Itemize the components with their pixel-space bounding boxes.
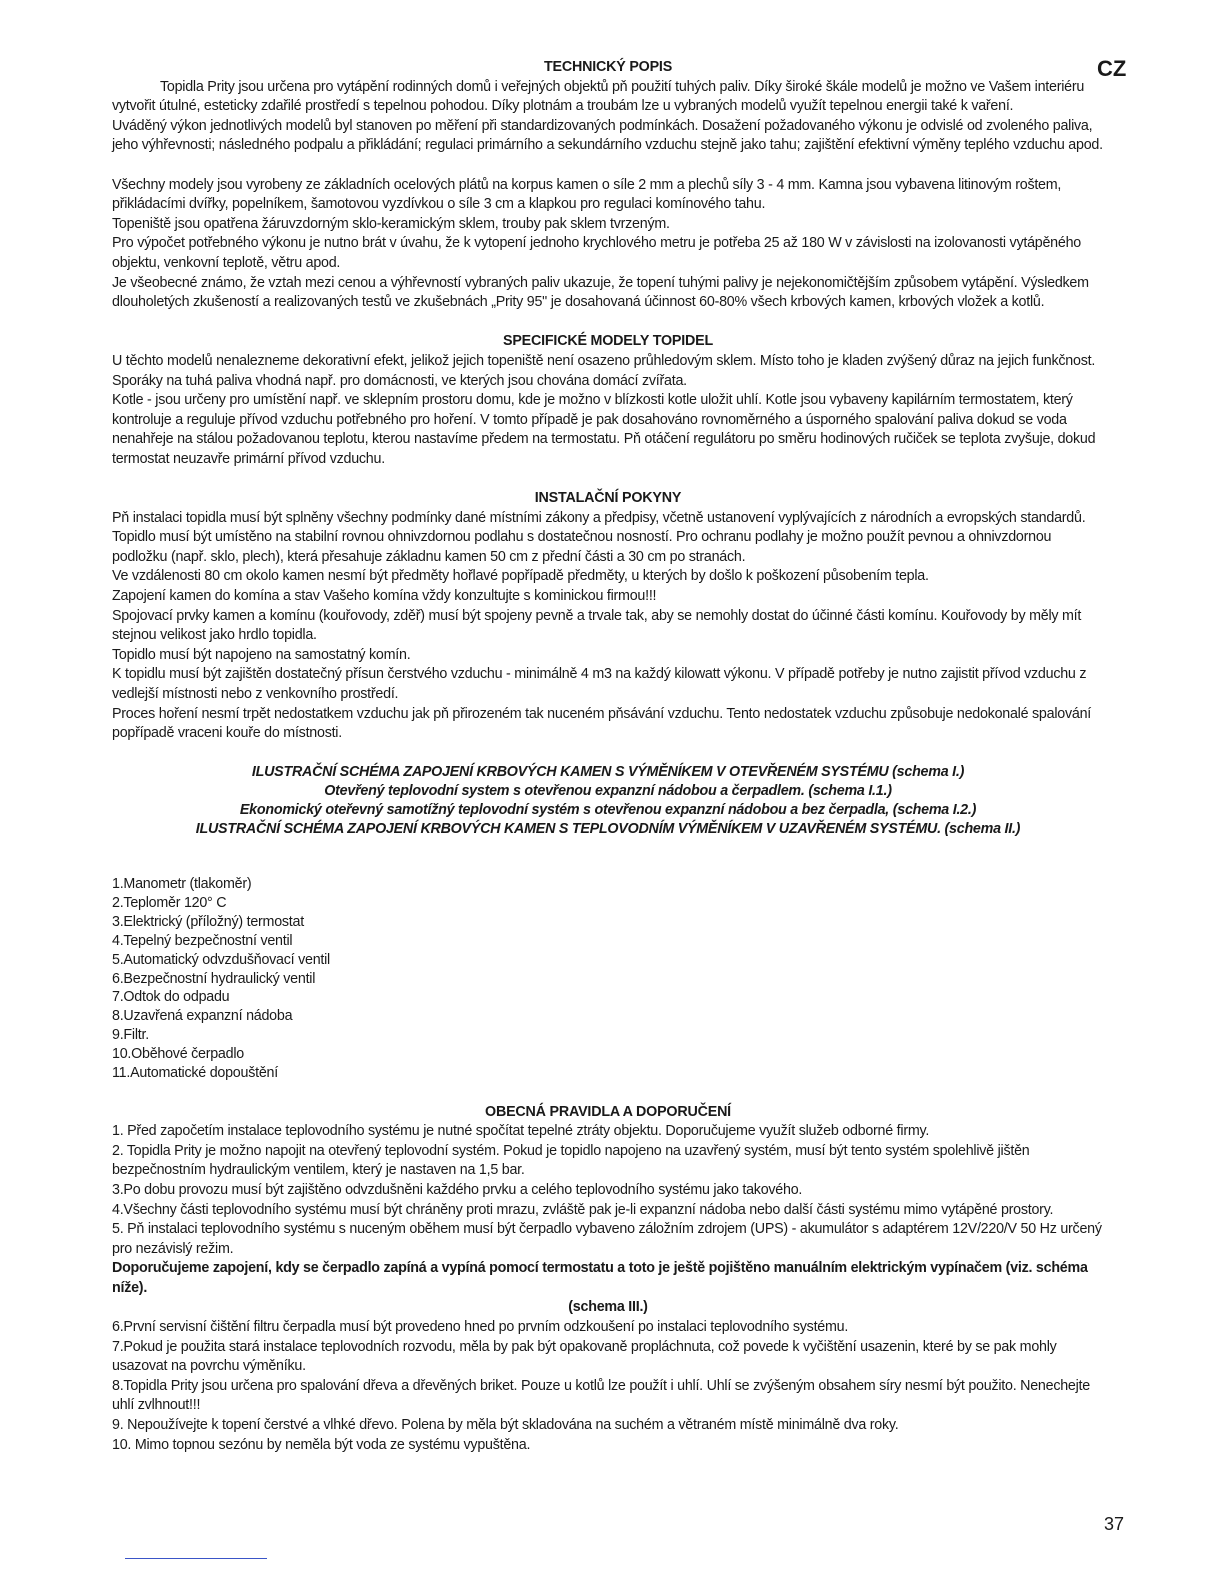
list-item: 4.Tepelný bezpečnostní ventil bbox=[112, 932, 293, 949]
list-item: 1.Manometr (tlakoměr) bbox=[112, 875, 252, 892]
list-item: 8.Uzavřená expanzní nádoba bbox=[112, 1008, 293, 1025]
list-item: 3.Elektrický (příložný) termostat bbox=[112, 913, 304, 930]
rule-item: 2. Topidla Prity je možno napojit na otevřený teplovodní systém. Pokud je topidlo napojeno na uzavřený systém, musí být tento systém spolehlivě jištěn bezpečnostním hydraulickým ventilem, který je nastaven na 1,5 bar. bbox=[112, 1142, 1030, 1179]
rule-item: 10. Mimo topnou sezónu by neměla být voda ze systému vypuštěna. bbox=[112, 1436, 531, 1453]
section-title-technicky-popis: TECHNICKÝ POPIS bbox=[543, 59, 673, 75]
list-item: 2.Teploměr 120° C bbox=[112, 894, 227, 911]
rule-item: 4.Všechny části teplovodního systému musí být chráněny proti mrazu, zvláště pak je-li expanzní nádoba nebo další části systému mimo vytápěné prostory. bbox=[112, 1201, 1054, 1218]
rule-item: 5. Pň instalaci teplovodního systému s nuceným oběhem musí být čerpadlo vybaveno záložním zdrojem (UPS) - akumulátor s adaptérem 12V/220/V 50 Hz určený pro nezávislý režim. bbox=[112, 1221, 1102, 1257]
component-list bbox=[112, 875, 1104, 1083]
list-item: 10.Oběhové čerpadlo bbox=[112, 1046, 244, 1063]
rule-item: 6.První servisní čištění filtru čerpadla musí být provedeno hned po prvním odzkoušení po instalaci teplovodního systému. bbox=[112, 1319, 849, 1336]
paragraph: K topidlu musí být zajištěn dostatečný přísun čerstvého vzduchu - minimálně 4 m3 na každý kilowatt výkonu. V případě potřeby je nutno zajistit přívod vzduchu z vedlejší místnosti nebo z venkovního prostředí. bbox=[112, 666, 1087, 702]
language-code: CZ bbox=[1097, 56, 1127, 81]
paragraph: Topidlo musí být napojeno na samostatný komín. bbox=[112, 646, 411, 663]
rule-item: 3.Po dobu provozu musí být zajištěno odvzdušněni každého prvku a celého teplovodního systému jako takového. bbox=[112, 1181, 803, 1198]
paragraph: Pň instalaci topidla musí být splněny všechny podmínky dané místními zákony a předpisy, včetně ustanovení vyplývajících z národních a evropských standardů. bbox=[112, 509, 1086, 526]
document-page bbox=[112, 58, 1104, 1455]
paragraph: Pro výpočet potřebného výkonu je nutno brát v úvahu, že k vytopení jednoho krychlového metru je potřeba 25 až 180 W v závislosti na izolovanosti vytápěného objektu, venkovní teplotě, větru apod. bbox=[112, 235, 1081, 271]
section-title-instalacni-pokyny: INSTALAČNÍ POKYNY bbox=[534, 490, 682, 507]
page-number: 37 bbox=[1104, 1514, 1125, 1534]
list-item: 9.Filtr. bbox=[112, 1027, 149, 1044]
rule-item: 1. Před započetím instalace teplovodního systému je nutné spočítat tepelné ztráty objektu. Doporučujeme využít služeb odborné firmy. bbox=[112, 1123, 930, 1140]
schema-title: ILUSTRAČNÍ SCHÉMA ZAPOJENÍ KRBOVÝCH KAMEN S TEPLOVODNÍM VÝMĚNÍKEM V UZAVŘENÉM SYSTÉMU. (schema II.) bbox=[195, 821, 1021, 838]
paragraph: Ve vzdálenosti 80 cm okolo kamen nesmí být předměty hořlavé popřípadě předměty, u kterých by došlo k poškození působením tepla. bbox=[112, 568, 929, 585]
schema-title: Ekonomický oteřevný samotížný teplovodní systém s otevřenou expanzní nádobou a bez čerpadla, (schema I.2.) bbox=[239, 802, 977, 819]
recommendation-note: Doporučujeme zapojení, kdy se čerpadlo zapíná a vypíná pomocí termostatu a toto je ještě pojištěno manuálním elektrickým vypínačem (viz. schéma níže). bbox=[112, 1260, 1088, 1296]
list-item: 11.Automatické dopouštění bbox=[112, 1065, 278, 1082]
paragraph: Sporáky na tuhá paliva vhodná např. pro domácnosti, ve kterých jsou chována domácí zvířata. bbox=[112, 372, 687, 389]
paragraph: Proces hoření nesmí trpět nedostatkem vzduchu jak pň přirozeném tak nuceném pňsávání vzduchu. Tento nedostatek vzduchu způsobuje nedokonalé spalování popřípadě vraceni kouře do místnosti. bbox=[112, 705, 1091, 742]
footnote-divider bbox=[125, 1558, 267, 1559]
schema-title: ILUSTRAČNÍ SCHÉMA ZAPOJENÍ KRBOVÝCH KAMEN S VÝMĚNÍKEM V OTEVŘENÉM SYSTÉMU (schema I.) bbox=[251, 764, 965, 781]
section-title-obecna-pravidla: OBECNÁ PRAVIDLA A DOPORUČENÍ bbox=[485, 1103, 731, 1120]
schema-title: Otevřený teplovodní system s otevřenou expanzní nádobou a čerpadlem. (schema I.1.) bbox=[324, 783, 892, 800]
rule-item: 9. Nepoužívejte k topení čerstvé a vlhké dřevo. Polena by měla být skladována na suchém a větraném místě minimálně dva roky. bbox=[112, 1417, 899, 1434]
paragraph: Topidlo musí být umístěno na stabilní rovnou ohnivzdornou podlahu s dostatečnou nosností. Pro ochranu podlahy je možno použít pevnou a ohnivzdornou podložku (např. sklo, plech), která přesahuje základnu kamen 50 cm z přední části a 30 cm po stranách. bbox=[112, 529, 1052, 565]
paragraph: Spojovací prvky kamen a komínu (kouřovody, zděř) musí být spojeny pevně a trvale tak, aby se nemohly dostat do účinné části komínu. Kouřovody by měly mít stejnou velikost jako hrdlo topidla. bbox=[112, 607, 1082, 644]
list-item: 6.Bezpečnostní hydraulický ventil bbox=[112, 970, 316, 987]
paragraph: Zapojení kamen do komína a stav Vašeho komína vždy konzultujte s kominickou firmou!!! bbox=[112, 588, 657, 605]
rule-item: 7.Pokud je použita stará instalace teplovodních rozvodu, měla by pak být opakovaně propláchnuta, což povede k vyčištění usazenin, které by se pak mohly usazovat na povrchu výměníku. bbox=[112, 1338, 1057, 1375]
paragraph: Topeniště jsou opatřena žáruvzdorným sklo-keramickým sklem, trouby pak sklem tvrzeným. bbox=[112, 215, 670, 232]
list-item: 5.Automatický odvzdušňovací ventil bbox=[112, 951, 330, 968]
list-item: 7.Odtok do odpadu bbox=[112, 989, 230, 1006]
paragraph: Všechny modely jsou vyrobeny ze základních ocelových plátů na korpus kamen o síle 2 mm a plechů síly 3 - 4 mm. Kamna jsou vybavena litinovým roštem, přikládacími dvířky, popelníkem, šamotovou vyzdívkou o síle 3 cm a klapkou pro regulaci komínového tahu. bbox=[112, 176, 1062, 213]
schema-reference: (schema III.) bbox=[568, 1299, 648, 1316]
schema-titles bbox=[112, 763, 1104, 839]
paragraph: Topidla Prity jsou určena pro vytápění rodinných domů i veřejných objektů pň použití tuhých paliv. Díky široké škále modelů je možno ve Vašem interiéru vytvořit útulné, esteticky zdařilé prostředí s tepelnou pohodou. Díky plotnám a troubám lze u vybraných modelů využít tepelnou energii také k vaření. bbox=[112, 78, 1085, 115]
paragraph: Kotle - jsou určeny pro umístění např. ve sklepním prostoru domu, kde je možno v blízkosti kotle uložit uhlí. Kotle jsou vybaveny kapilárním termostatem, který kontroluje a reguluje přívod vzduchu potřebného pro hoření. V tomto případě je pak dosahováno rovnoměrného a úsporného spalování paliva dokud se voda nenahřeje na stálou požadovanou teplotu, kterou nastavíme předem na termostatu. Pň otáčení regulátoru po směru hodinových ručiček se teplota zvyšuje, dokud termostat neuzavře primární přívod vzduchu. bbox=[112, 392, 1096, 467]
rule-item: 8.Topidla Prity jsou určena pro spalování dřeva a dřevěných briket. Pouze u kotlů lze použít i uhlí. Uhlí se zvýšeným obsahem síry nesmí být použito. Nenechejte uhlí zvlhnout!!! bbox=[112, 1377, 1090, 1414]
paragraph: Uváděný výkon jednotlivých modelů byl stanoven po měření při standardizovaných podmínkách. Dosažení požadovaného výkonu je odvislé od zvoleného paliva, jeho výhřevnosti; následného podpalu a přikládání; regulaci primárního a sekundárního vzduchu stejně jako tahu; zajištění efektivní výměny teplého vzduchu apod. bbox=[112, 117, 1103, 154]
paragraph: U těchto modelů nenalezneme dekorativní efekt, jelikož jejich topeniště není osazeno průhledovým sklem. Místo toho je kladen zvýšený důraz na jejich funkčnost. bbox=[112, 352, 1096, 369]
section-title-specificke-modely: SPECIFICKÉ MODELY TOPIDEL bbox=[502, 333, 714, 350]
paragraph: Je všeobecné známo, že vztah mezi cenou a výhřevností vybraných paliv ukazuje, že topení tuhými palivy je nejekonomičtějším způsobem vytápění. Výsledkem dlouholetých zkušeností a realizovaných testů ve zkušebnách „Prity 95" je dosahovaná účinnost 60-80% všech krbových kamen, krbových vložek a kotlů. bbox=[112, 274, 1089, 311]
